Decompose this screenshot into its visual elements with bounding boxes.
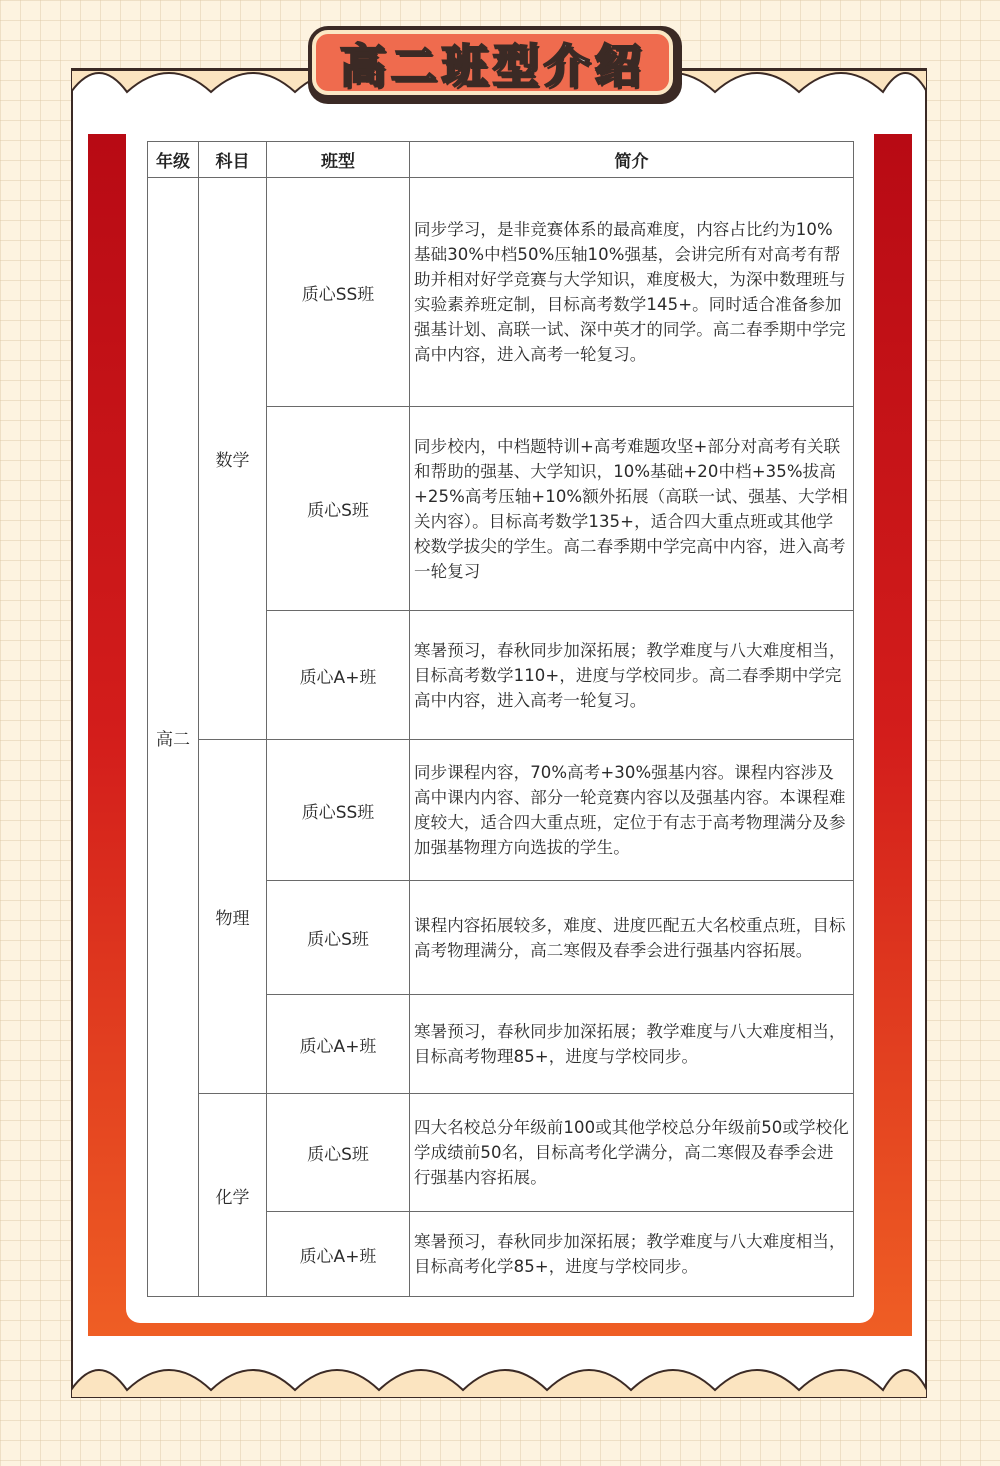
class-type-cell: 质心S班 xyxy=(267,1094,410,1212)
class-type-cell: 质心SS班 xyxy=(267,740,410,881)
class-type-table xyxy=(147,141,854,1297)
header-class-type: 班型 xyxy=(267,142,410,178)
header-grade: 年级 xyxy=(148,142,199,178)
subject-cell-chemistry: 化学 xyxy=(199,1094,267,1297)
subject-cell-math: 数学 xyxy=(199,178,267,740)
class-intro-cell: 课程内容拓展较多，难度、进度匹配五大名校重点班，目标高考物理满分，高二寒假及春季会进行强基内容拓展。 xyxy=(410,881,854,995)
class-type-cell: 质心S班 xyxy=(267,881,410,995)
subject-cell-physics: 物理 xyxy=(199,740,267,1094)
class-intro-cell: 同步课程内容，70%高考+30%强基内容。课程内容涉及高中课内内容、部分一轮竞赛内容以及强基内容。本课程难度较大，适合四大重点班，定位于有志于高考物理满分及参加强基物理方向选拔的学生。 xyxy=(410,740,854,881)
table-row xyxy=(148,178,854,407)
page-title: 高二班型介绍 xyxy=(339,38,646,93)
class-type-cell: 质心A+班 xyxy=(267,1212,410,1297)
class-intro-cell: 寒暑预习，春秋同步加深拓展；教学难度与八大难度相当，目标高考数学110+，进度与学校同步。高二春季期中学完高中内容，进入高考一轮复习。 xyxy=(410,611,854,740)
header-intro: 简介 xyxy=(410,142,854,178)
grade-cell: 高二 xyxy=(148,178,199,1297)
class-intro-cell: 同步校内，中档题特训+高考难题攻坚+部分对高考有关联和帮助的强基、大学知识，10%基础+20中档+35%拔高+25%高考压轴+10%额外拓展（高联一试、强基、大学相关内容）。目标高考数学135+，适合四大重点班或其他学校数学拔尖的学生。高二春季期中学完高中内容，进入高考一轮复习 xyxy=(410,407,854,611)
table-row xyxy=(148,1094,854,1212)
bottom-wave-border xyxy=(71,1350,927,1398)
class-type-cell: 质心S班 xyxy=(267,407,410,611)
class-type-cell: 质心A+班 xyxy=(267,611,410,740)
table-row xyxy=(148,740,854,881)
class-type-cell: 质心A+班 xyxy=(267,995,410,1094)
class-intro-cell: 寒暑预习，春秋同步加深拓展；教学难度与八大难度相当，目标高考物理85+，进度与学校同步。 xyxy=(410,995,854,1094)
table-header-row xyxy=(148,142,854,178)
class-type-cell: 质心SS班 xyxy=(267,178,410,407)
title-banner xyxy=(308,26,682,104)
bottom-wave-path xyxy=(71,1370,927,1398)
class-intro-cell: 同步学习，是非竞赛体系的最高难度，内容占比约为10%基础30%中档50%压轴10%强基，会讲完所有对高考有帮助并相对好学竞赛与大学知识，难度极大，为深中数理班与实验素养班定制，目标高考数学145+。同时适合准备参加强基计划、高联一试、深中英才的同学。高二春季期中学完高中内容，进入高考一轮复习。 xyxy=(410,178,854,407)
title-plate xyxy=(312,30,673,95)
class-intro-cell: 四大名校总分年级前100或其他学校总分年级前50或学校化学成绩前50名，目标高考化学满分，高二寒假及春季会进行强基内容拓展。 xyxy=(410,1094,854,1212)
header-subject: 科目 xyxy=(199,142,267,178)
class-intro-cell: 寒暑预习，春秋同步加深拓展；教学难度与八大难度相当，目标高考化学85+，进度与学校同步。 xyxy=(410,1212,854,1297)
